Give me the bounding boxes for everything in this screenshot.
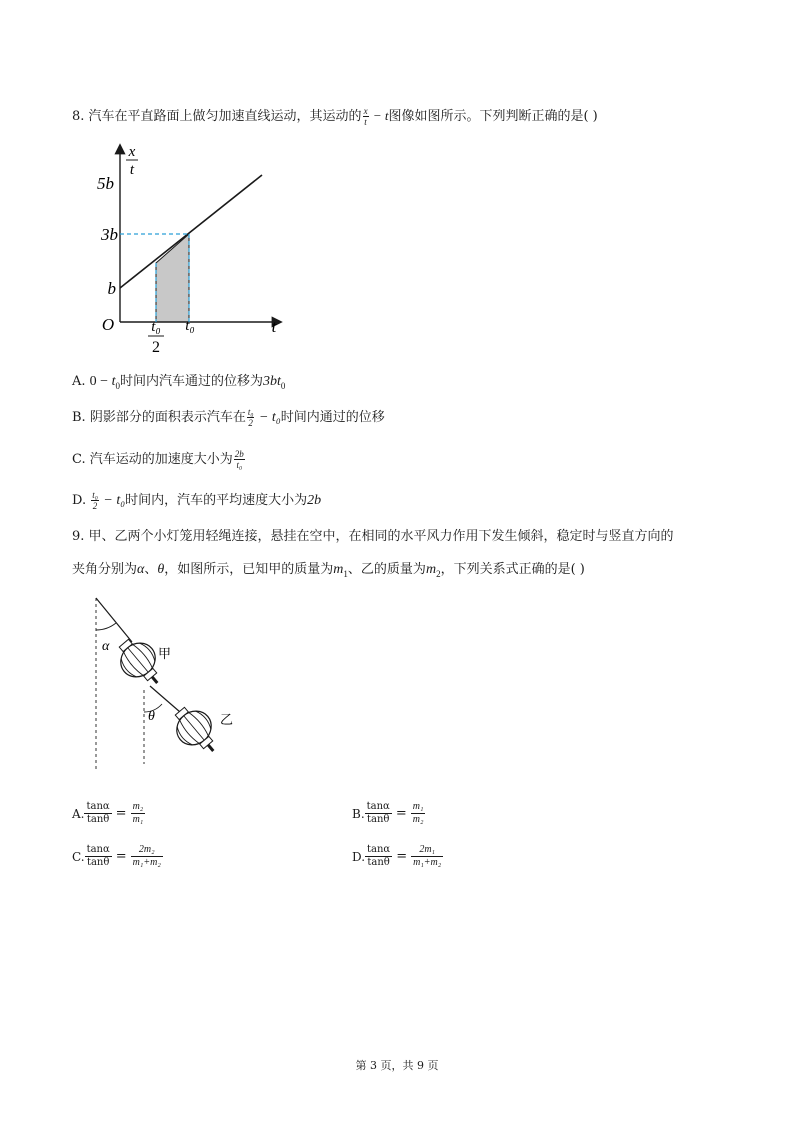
rope-top — [96, 598, 132, 642]
x-tick-t0: t₀ — [185, 318, 195, 334]
lantern-b — [166, 700, 227, 763]
q9-option-a[interactable]: A. $\frac{\tan\alpha}{\tan\theta}$ = $\frac{\text{m₂}}{\text{m₁}}$ — [72, 801, 144, 825]
q8-stem-part-a: 汽车在平直路面上做匀加速直线运动，其运动的 — [88, 109, 362, 124]
y-tick-b: b — [107, 279, 116, 298]
y-tick-3b: 3b — [101, 225, 118, 244]
origin-label: O — [101, 315, 115, 334]
q9-option-d[interactable]: D. $\frac{\tan\alpha}{\tan\theta}$ = $\frac{\text{2m₁}}{\text{m₁+m₂}}$ — [352, 844, 442, 868]
q8-option-b[interactable]: B. 阴影部分的面积表示汽车在 $\frac{\text{t₀}}{2}$ − t₀时间内通过的位移 — [72, 407, 385, 428]
q8-option-d[interactable]: D. $\frac{\text{t₀}}{2}$ − t₀时间内，汽车的平均速度大小为2b — [72, 490, 322, 511]
x-axis-label: t — [271, 317, 277, 336]
y-label-num: x — [128, 144, 136, 160]
q9-stem-line2: 夹角分别为α、θ，如图所示，已知甲的质量为$m_1$、乙的质量为$m_2$，下列关系式正确的是( ) — [72, 562, 585, 579]
graph-line — [120, 175, 262, 288]
q8-stem-part-b: 图像如图所示。下列判断正确的是( ) — [388, 109, 598, 124]
lantern-a-label: 甲 — [158, 646, 172, 661]
lantern-b-label: 乙 — [220, 712, 234, 727]
q8-option-c[interactable]: C. 汽车运动的加速度大小为 $\frac{2b}{\text{t₀}}$ — [72, 449, 244, 470]
q9-number: 9. — [72, 529, 85, 544]
y-label-den: t — [129, 162, 135, 178]
q8-number: 8. — [72, 109, 85, 124]
q9-stem-line1: 9. 甲、乙两个小灯笼用轻绳连接，悬挂在空中，在相同的水平风力作用下发生倾斜，稳定时与竖直方向的 — [72, 529, 674, 544]
q8-stem-fraction: $\frac{x}{t}$ — [363, 106, 368, 127]
q8-stem-minus-t: − t — [369, 108, 389, 123]
theta-label: θ — [148, 709, 155, 724]
q8-stem — [72, 106, 598, 127]
q8-xt-t-graph — [90, 138, 300, 358]
x-tick-half-num: t₀ — [151, 319, 161, 335]
lantern-a — [110, 632, 171, 695]
alpha-label: α — [102, 639, 110, 654]
alpha-arc — [96, 623, 116, 630]
q9-option-b[interactable]: B. $\frac{\tan\alpha}{\tan\theta}$ = $\frac{\text{m₁}}{\text{m₂}}$ — [352, 801, 424, 825]
page-footer: 第 3 页，共 9 页 — [355, 1059, 439, 1072]
q9-option-c[interactable]: C. $\frac{\tan\alpha}{\tan\theta}$ = $\frac{\text{2m₂}}{\text{m₁+m₂}}$ — [72, 844, 161, 868]
q8-option-a[interactable]: A. $0 - t_0$时间内汽车通过的位移为$3bt_0$ — [72, 374, 286, 391]
q9-lantern-figure — [80, 594, 260, 776]
y-tick-5b: 5b — [97, 174, 114, 193]
x-tick-half-den: 2 — [152, 339, 160, 356]
